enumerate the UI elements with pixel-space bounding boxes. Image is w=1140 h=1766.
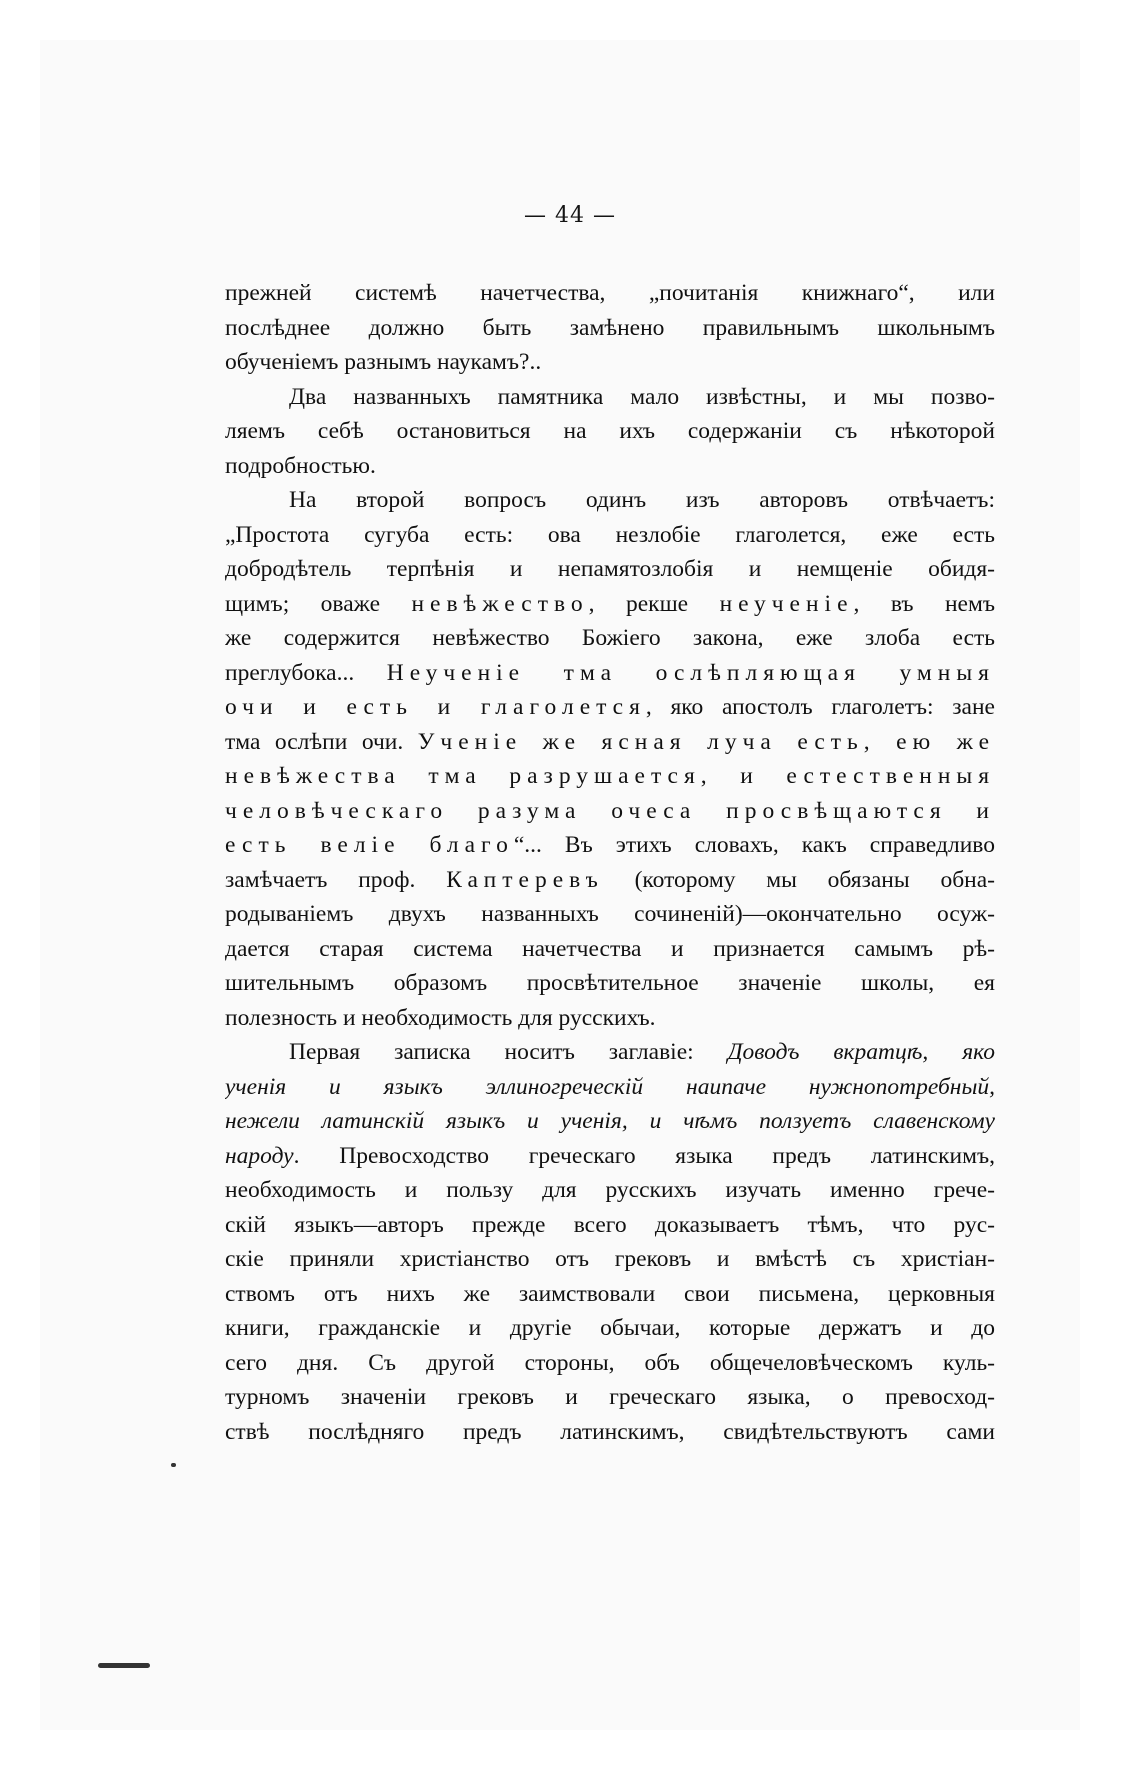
text-run: скій языкъ—авторъ прежде всего доказываетъ тѣмъ, что рус-: [225, 1211, 995, 1238]
text-run: На второй вопросъ одинъ изъ авторовъ отвѣчаетъ:: [289, 487, 995, 513]
text-line: [225, 345, 995, 380]
text-line: [225, 863, 995, 898]
text-run: обученіемъ разнымъ наукамъ?..: [225, 349, 542, 375]
text-run: прежней системѣ начетчества, „почитанія книжнаго“, или: [225, 280, 995, 306]
text-run: турномъ значеніи грековъ и греческаго языка, о превосход-: [225, 1384, 995, 1410]
text-run: “... Въ этихъ словахъ, какъ справедливо: [513, 832, 995, 858]
text-line: [225, 449, 995, 484]
scan-smudge: [98, 1663, 150, 1668]
text-line: [225, 656, 995, 691]
text-line: [225, 794, 995, 829]
text-run: ляемъ себѣ остановиться на ихъ содержаніи съ нѣкоторой: [225, 418, 995, 444]
text-line: [225, 1311, 995, 1346]
text-line: [225, 587, 995, 622]
spaced-run: Каптеревъ: [446, 866, 604, 893]
spaced-run: очи и есть и глаголется: [225, 694, 646, 720]
spaced-run: есть веліе благо: [225, 832, 514, 858]
spaced-run: человѣческаго разума очеса просвѣщаются и: [225, 797, 995, 824]
text-line: [225, 725, 995, 760]
text-line: [225, 1242, 995, 1277]
text-run: сего дня. Съ другой стороны, объ общечеловѣческомъ куль-: [225, 1349, 995, 1376]
text-line: [225, 1070, 995, 1105]
text-run: , рекше: [588, 590, 720, 617]
text-line: [225, 276, 995, 311]
text-run: родываніемъ двухъ названныхъ сочиненій)—окончательно осуж-: [225, 901, 995, 927]
text-run: же содержится невѣжество Божіего закона, еже злоба есть: [225, 625, 995, 651]
text-line: [225, 414, 995, 449]
italic-run: ученія и языкъ эллиногреческій наипаче нужнопотребный,: [225, 1073, 995, 1100]
text-run: дается старая система начетчества и признается самымъ рѣ-: [225, 935, 995, 962]
text-run: , въ немъ: [853, 590, 995, 617]
text-line: [225, 552, 995, 587]
text-run: шительнымъ образомъ просвѣтительное значеніе школы, ея: [225, 970, 995, 996]
body-text: [225, 276, 995, 1449]
spaced-run: невѣжество: [411, 590, 589, 617]
text-run: ствѣ послѣдняго предъ латинскимъ, свидѣтельствуютъ сами: [225, 1418, 995, 1445]
text-run: замѣчаетъ проф.: [225, 866, 447, 893]
spaced-run: Ученіе же ясная луча есть, ею же: [417, 728, 995, 755]
text-line: [225, 311, 995, 346]
text-line: [225, 759, 995, 794]
text-line: [225, 621, 995, 656]
text-run: подробностью.: [225, 452, 376, 479]
text-run: послѣднее должно быть замѣнено правильнымъ школьнымъ: [225, 314, 995, 341]
page-number: — 44 —: [524, 203, 616, 228]
text-run: добродѣтель терпѣнія и непамятозлобія и немщеніе обидя-: [225, 556, 995, 582]
text-line: [225, 932, 995, 967]
text-line: [225, 1208, 995, 1243]
text-line: [225, 828, 995, 863]
text-run: тма ослѣпи очи.: [225, 728, 418, 755]
text-run: . Превосходство греческаго языка предъ латинскимъ,: [293, 1142, 995, 1169]
italic-run: Доводъ вкратцѣ, яко: [727, 1039, 995, 1065]
text-run: скіе приняли христіанство отъ грековъ и вмѣстѣ съ христіан-: [225, 1246, 995, 1272]
text-line: [225, 1035, 995, 1070]
spaced-run: невѣжества тма разрушается, и естественныя: [225, 763, 995, 789]
text-run: полезность и необходимость для русскихъ.: [225, 1004, 656, 1031]
scan-speck: [171, 1463, 176, 1467]
text-run: щимъ; оваже: [225, 590, 412, 617]
italic-run: народу: [225, 1142, 294, 1169]
text-line: [225, 518, 995, 553]
text-line: [225, 380, 995, 415]
text-line: [225, 1277, 995, 1312]
text-run: Первая записка носитъ заглавіе:: [289, 1039, 728, 1065]
text-run: преглубока...: [225, 659, 387, 686]
text-run: книги, гражданскіе и другіе обычаи, которые держатъ и до: [225, 1315, 995, 1341]
text-line: [225, 1173, 995, 1208]
text-line: [225, 1139, 995, 1174]
text-run: „Простота сугуба есть: ова незлобіе глаголется, еже есть: [225, 521, 995, 548]
text-line: [225, 897, 995, 932]
text-line: [225, 1001, 995, 1036]
text-line: [225, 1104, 995, 1139]
spaced-run: Неученіе тма ослѣпляющая умныя: [386, 659, 995, 686]
text-line: [225, 1380, 995, 1415]
text-run: (которому мы обязаны обна-: [603, 866, 995, 893]
text-line: [225, 966, 995, 1001]
text-line: [225, 690, 995, 725]
spaced-run: неученіе: [719, 590, 854, 617]
text-run: Два названныхъ памятника мало извѣстны, и мы позво-: [289, 383, 995, 410]
text-run: необходимость и пользу для русскихъ изучать именно грече-: [225, 1177, 995, 1203]
text-line: [225, 1415, 995, 1450]
text-line: [225, 1346, 995, 1381]
text-run: ствомъ отъ нихъ же заимствовали свои письмена, церковныя: [225, 1280, 995, 1307]
italic-run: нежели латинскій языкъ и ученія, и чѣмъ ползуетъ славенскому: [225, 1108, 995, 1134]
text-run: , яко апостолъ глаголетъ: зане: [645, 694, 995, 720]
text-line: [225, 483, 995, 518]
